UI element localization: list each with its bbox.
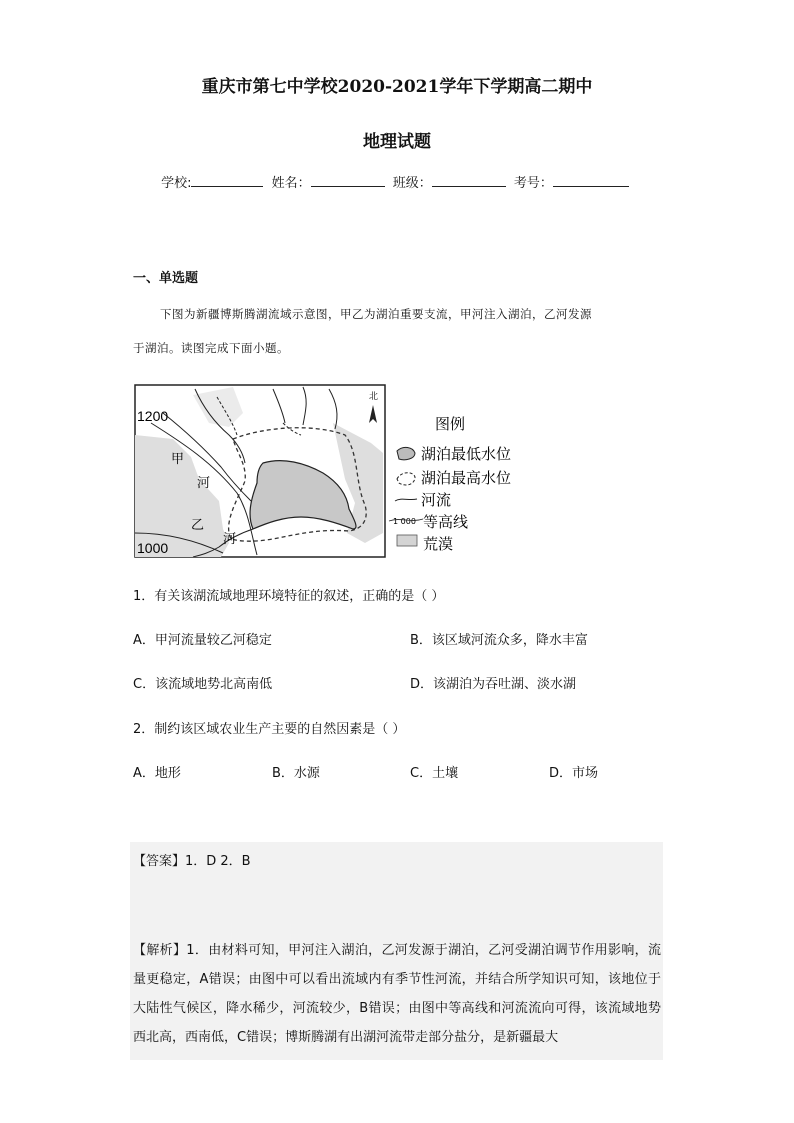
legend-item-highest: 湖泊最高水位 [421, 469, 512, 487]
legend-title: 图例 [435, 415, 466, 433]
exam-number-label: 考号： [513, 176, 553, 191]
river-yi-label: 乙 [191, 518, 205, 533]
river-he2-label: 河 [223, 532, 237, 547]
student-info-line [0, 172, 794, 191]
name-blank [311, 174, 385, 187]
question-stem-line1: 下图为新疆博斯腾湖流域示意图，甲乙为湖泊重要支流，甲河注入湖泊，乙河发源 [160, 307, 592, 321]
exam-number-blank [553, 174, 629, 187]
answer-text: 【答案】1．D 2．B [133, 854, 251, 869]
question-1-option-b: B．该区域河流众多，降水丰富 [410, 633, 588, 648]
school-label: 学校: [161, 176, 192, 191]
question-1-option-a: A．甲河流量较乙河稳定 [133, 633, 272, 648]
north-label: 北 [369, 392, 379, 402]
answer-explanation: 【解析】1．由材料可知，甲河注入湖泊，乙河发源于湖泊，乙河受湖泊调节作用影响，流量更稳定，A错误；由图中可以看出流域内有季节性河流，并结合所学知识可知，该地位于大陆性气候区，降水稀少，河流较少，B错误；由图中等高线和河流流向可得，该流域地势西北高，西南低，C错误；博斯腾湖有出湖河流带走部分盐分，是新疆最大 [133, 943, 661, 1045]
legend-lowest [397, 445, 511, 463]
section-heading: 一、单选题 [133, 271, 199, 286]
lake-basin-map [133, 383, 553, 561]
legend-item-river: 河流 [421, 491, 452, 509]
legend-desert [397, 535, 453, 553]
contour-1000-label: 1000 [137, 540, 169, 556]
question-1-option-d: D．该湖泊为吞吐湖、淡水湖 [410, 677, 577, 692]
question-1-stem: 1．有关该湖流域地理环境特征的叙述，正确的是（ ） [133, 589, 445, 604]
question-stem-line2: 于湖泊。读图完成下面小题。 [133, 341, 289, 355]
page-subtitle: 地理试题 [363, 132, 431, 152]
class-label: 班级： [392, 176, 432, 191]
class-blank [432, 174, 506, 187]
legend-item-lowest: 湖泊最低水位 [421, 445, 512, 463]
legend-highest [397, 469, 511, 487]
question-2-stem: 2．制约该区域农业生产主要的自然因素是（ ） [133, 722, 406, 737]
legend-item-desert: 荒漠 [423, 535, 454, 553]
question-2-option-b: B．水源 [272, 766, 320, 781]
legend-contour [389, 513, 468, 531]
river-he1-label: 河 [197, 476, 211, 491]
school-blank [191, 174, 263, 187]
question-2-option-a: A．地形 [133, 766, 181, 781]
question-2-option-d: D．市场 [549, 766, 599, 781]
name-label: 姓名： [271, 176, 311, 191]
contour-1200-label: 1200 [137, 408, 169, 424]
river-jia-label: 甲 [171, 452, 185, 467]
legend-item-contour: 等高线 [423, 513, 469, 531]
page-title: 重庆市第七中学校2020-2021学年下学期高二期中 [201, 77, 593, 97]
question-2-option-c: C．土壤 [410, 766, 459, 781]
question-1-option-c: C．该流域地势北高南低 [133, 677, 273, 692]
legend-river [395, 491, 451, 509]
legend-contour-value: 1 000 [393, 517, 416, 526]
